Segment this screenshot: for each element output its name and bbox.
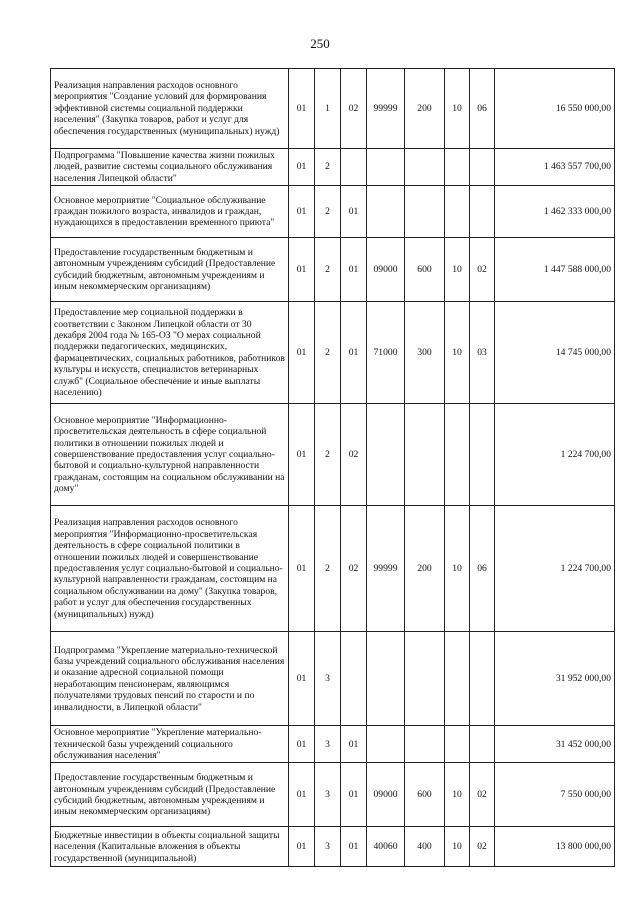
row-name-cell: Предоставление государственным бюджетным и автономным учреждениям субсидий (Предоставление субсидий бюджетным, автономным учреждениям и иным некоммерческим организациям) bbox=[51, 763, 289, 827]
amount-cell: 14 745 000,00 bbox=[495, 302, 615, 404]
code-section-cell bbox=[445, 632, 470, 726]
amount-cell: 13 800 000,00 bbox=[495, 827, 615, 867]
row-name-cell: Предоставление государственным бюджетным и автономным учреждениям субсидий (Предоставление субсидий бюджетным, автономным учреждениям и иным некоммерческим организациям) bbox=[51, 238, 289, 302]
code-subsection-cell bbox=[470, 149, 495, 186]
code-program-cell: 3 bbox=[315, 763, 341, 827]
table-row bbox=[51, 69, 615, 149]
code-ministry-cell: 01 bbox=[289, 69, 315, 149]
table-row bbox=[51, 238, 615, 302]
row-name-cell: Основное мероприятие "Информационно-просветительская деятельность в сфере социальной политики в отношении пожилых людей и совершенствование предоставления услуг социально-бытовой и социально-культурной направленности гражданам, состоящим на социальном обслуживании на дому" bbox=[51, 404, 289, 506]
row-name-cell: Предоставление мер социальной поддержки в соответствии с Законом Липецкой области от 30 декабря 2004 года № 165-ОЗ "О мерах социальной поддержки педагогических, медицинских, фармацевтических, социальных работников, работников культуры и искусств, специалистов ветеринарных служб" (Социальное обеспечение и иные выплаты населению) bbox=[51, 302, 289, 404]
table-row bbox=[51, 506, 615, 632]
page-number: 250 bbox=[310, 36, 330, 51]
code-subsection-cell: 03 bbox=[470, 302, 495, 404]
code-ministry-cell: 01 bbox=[289, 506, 315, 632]
code-section-cell bbox=[445, 404, 470, 506]
table-row bbox=[51, 302, 615, 404]
table-row bbox=[51, 186, 615, 238]
code-event-cell: 02 bbox=[341, 404, 367, 506]
code-direction-cell: 99999 bbox=[367, 506, 405, 632]
amount-cell: 1 224 700,00 bbox=[495, 404, 615, 506]
code-subsection-cell bbox=[470, 726, 495, 763]
code-section-cell: 10 bbox=[445, 69, 470, 149]
table-row bbox=[51, 632, 615, 726]
code-expense-type-cell: 200 bbox=[405, 506, 445, 632]
row-name-cell: Подпрограмма "Укрепление материально-технической базы учреждений социального обслуживания населения и оказание адресной социальной помощи неработающим пенсионерам, являющимся получателями трудовых пенсий по старости и по инвалидности, в Липецкой области" bbox=[51, 632, 289, 726]
code-ministry-cell: 01 bbox=[289, 726, 315, 763]
budget-table bbox=[50, 68, 615, 867]
amount-cell: 1 447 588 000,00 bbox=[495, 238, 615, 302]
amount-cell: 1 462 333 000,00 bbox=[495, 186, 615, 238]
row-name-cell: Подпрограмма "Повышение качества жизни пожилых людей, развитие системы социального обслуживания населения Липецкой области" bbox=[51, 149, 289, 186]
code-subsection-cell: 06 bbox=[470, 506, 495, 632]
code-direction-cell bbox=[367, 186, 405, 238]
row-name-cell: Основное мероприятие "Укрепление материально-технической базы учреждений социального обслуживания населения" bbox=[51, 726, 289, 763]
code-ministry-cell: 01 bbox=[289, 186, 315, 238]
code-ministry-cell: 01 bbox=[289, 404, 315, 506]
code-subsection-cell bbox=[470, 404, 495, 506]
code-program-cell: 3 bbox=[315, 827, 341, 867]
code-program-cell: 2 bbox=[315, 302, 341, 404]
code-program-cell: 2 bbox=[315, 149, 341, 186]
code-subsection-cell bbox=[470, 186, 495, 238]
code-event-cell: 01 bbox=[341, 763, 367, 827]
code-subsection-cell: 02 bbox=[470, 763, 495, 827]
code-event-cell: 01 bbox=[341, 302, 367, 404]
code-direction-cell bbox=[367, 726, 405, 763]
code-event-cell: 01 bbox=[341, 726, 367, 763]
code-section-cell: 10 bbox=[445, 763, 470, 827]
code-ministry-cell: 01 bbox=[289, 827, 315, 867]
table-body bbox=[51, 69, 615, 867]
code-direction-cell: 09000 bbox=[367, 763, 405, 827]
code-event-cell: 02 bbox=[341, 69, 367, 149]
code-event-cell bbox=[341, 149, 367, 186]
code-section-cell bbox=[445, 149, 470, 186]
table-row bbox=[51, 404, 615, 506]
code-direction-cell: 71000 bbox=[367, 302, 405, 404]
code-program-cell: 2 bbox=[315, 238, 341, 302]
code-event-cell: 01 bbox=[341, 238, 367, 302]
code-expense-type-cell bbox=[405, 186, 445, 238]
amount-cell: 1 463 557 700,00 bbox=[495, 149, 615, 186]
amount-cell: 31 452 000,00 bbox=[495, 726, 615, 763]
code-ministry-cell: 01 bbox=[289, 149, 315, 186]
table-row bbox=[51, 763, 615, 827]
code-event-cell: 02 bbox=[341, 506, 367, 632]
code-expense-type-cell: 600 bbox=[405, 763, 445, 827]
code-program-cell: 2 bbox=[315, 404, 341, 506]
amount-cell: 16 550 000,00 bbox=[495, 69, 615, 149]
code-section-cell: 10 bbox=[445, 302, 470, 404]
code-ministry-cell: 01 bbox=[289, 763, 315, 827]
code-program-cell: 2 bbox=[315, 186, 341, 238]
code-direction-cell bbox=[367, 149, 405, 186]
code-direction-cell bbox=[367, 632, 405, 726]
code-subsection-cell: 02 bbox=[470, 238, 495, 302]
code-subsection-cell: 02 bbox=[470, 827, 495, 867]
code-expense-type-cell: 400 bbox=[405, 827, 445, 867]
code-section-cell: 10 bbox=[445, 238, 470, 302]
code-expense-type-cell: 200 bbox=[405, 69, 445, 149]
code-expense-type-cell bbox=[405, 149, 445, 186]
amount-cell: 1 224 700,00 bbox=[495, 506, 615, 632]
row-name-cell: Реализация направления расходов основного мероприятия "Информационно-просветительская деятельность в сфере социальной политики в отношении пожилых людей и совершенствование предоставления услуг социально-бытовой и социально-культурной направленности гражданам, состоящим на социальном обслуживании на дому" (Закупка товаров, работ и услуг для обеспечения государственных (муниципальных) нужд) bbox=[51, 506, 289, 632]
table-row bbox=[51, 726, 615, 763]
code-direction-cell: 99999 bbox=[367, 69, 405, 149]
code-ministry-cell: 01 bbox=[289, 632, 315, 726]
table-row bbox=[51, 827, 615, 867]
code-expense-type-cell bbox=[405, 404, 445, 506]
code-ministry-cell: 01 bbox=[289, 238, 315, 302]
code-program-cell: 1 bbox=[315, 69, 341, 149]
code-expense-type-cell bbox=[405, 632, 445, 726]
code-subsection-cell: 06 bbox=[470, 69, 495, 149]
row-name-cell: Бюджетные инвестиции в объекты социальной защиты населения (Капитальные вложения в объекты государственной (муниципальной) bbox=[51, 827, 289, 867]
code-section-cell: 10 bbox=[445, 506, 470, 632]
code-program-cell: 2 bbox=[315, 506, 341, 632]
code-section-cell bbox=[445, 186, 470, 238]
amount-cell: 7 550 000,00 bbox=[495, 763, 615, 827]
code-program-cell: 3 bbox=[315, 726, 341, 763]
code-subsection-cell bbox=[470, 632, 495, 726]
code-program-cell: 3 bbox=[315, 632, 341, 726]
row-name-cell: Реализация направления расходов основного мероприятия "Создание условий для формирования эффективной системы социальной поддержки населения" (Закупка товаров, работ и услуг для обеспечения государственных (муниципальных) нужд) bbox=[51, 69, 289, 149]
table-row bbox=[51, 149, 615, 186]
amount-cell: 31 952 000,00 bbox=[495, 632, 615, 726]
code-expense-type-cell bbox=[405, 726, 445, 763]
code-section-cell bbox=[445, 726, 470, 763]
code-expense-type-cell: 600 bbox=[405, 238, 445, 302]
code-direction-cell bbox=[367, 404, 405, 506]
code-expense-type-cell: 300 bbox=[405, 302, 445, 404]
code-event-cell: 01 bbox=[341, 827, 367, 867]
code-event-cell: 01 bbox=[341, 186, 367, 238]
code-ministry-cell: 01 bbox=[289, 302, 315, 404]
code-direction-cell: 40060 bbox=[367, 827, 405, 867]
code-event-cell bbox=[341, 632, 367, 726]
code-direction-cell: 09000 bbox=[367, 238, 405, 302]
code-section-cell: 10 bbox=[445, 827, 470, 867]
row-name-cell: Основное мероприятие "Социальное обслуживание граждан пожилого возраста, инвалидов и граждан, нуждающихся в предоставлении временного приюта" bbox=[51, 186, 289, 238]
